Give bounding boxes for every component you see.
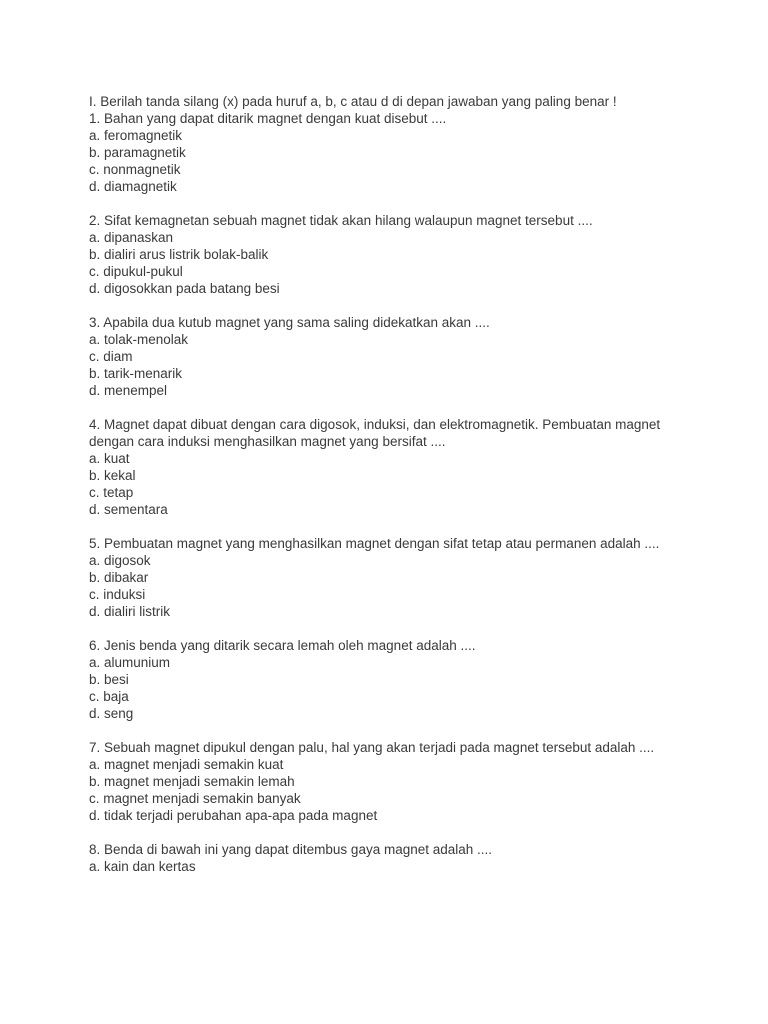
answer-option-d: d. dialiri listrik <box>89 604 171 619</box>
answer-option-a: a. magnet menjadi semakin kuat <box>89 757 284 772</box>
answer-option-a: a. kain dan kertas <box>89 859 196 874</box>
question-3 <box>89 314 689 399</box>
answer-option-a: a. alumunium <box>89 655 171 670</box>
answer-option-b: b. magnet menjadi semakin lemah <box>89 774 295 789</box>
question-2 <box>89 212 689 297</box>
answer-option-d: d. menempel <box>89 383 168 398</box>
answer-option-b: b. kekal <box>89 468 136 483</box>
question-1 <box>89 110 689 195</box>
answer-option-c: c. nonmagnetik <box>89 162 181 177</box>
question-4 <box>89 416 689 518</box>
question-prompt: 6. Jenis benda yang ditarik secara lemah oleh magnet adalah .... <box>89 638 476 653</box>
question-prompt: 2. Sifat kemagnetan sebuah magnet tidak akan hilang walaupun magnet tersebut .... <box>89 213 593 228</box>
answer-option-b: b. dialiri arus listrik bolak-balik <box>89 247 269 262</box>
answer-option-d: d. tidak terjadi perubahan apa-apa pada magnet <box>89 808 378 823</box>
answer-option-d: d. digosokkan pada batang besi <box>89 281 280 296</box>
question-prompt: 8. Benda di bawah ini yang dapat ditembus gaya magnet adalah .... <box>89 842 493 857</box>
document-page <box>89 93 689 875</box>
answer-option-b: b. besi <box>89 672 129 687</box>
question-7 <box>89 739 689 824</box>
answer-option-c: c. tetap <box>89 485 134 500</box>
question-5 <box>89 535 689 620</box>
answer-option-a: a. kuat <box>89 451 130 466</box>
answer-option-a: a. dipanaskan <box>89 230 174 245</box>
question-prompt: 1. Bahan yang dapat ditarik magnet dengan kuat disebut .... <box>89 111 447 126</box>
answer-option-c: c. dipukul-pukul <box>89 264 183 279</box>
question-6 <box>89 637 689 722</box>
answer-option-c: c. induksi <box>89 587 146 602</box>
answer-option-d: d. diamagnetik <box>89 179 177 194</box>
answer-option-c: c. diam <box>89 349 133 364</box>
answer-option-c: c. magnet menjadi semakin banyak <box>89 791 301 806</box>
question-prompt: 7. Sebuah magnet dipukul dengan palu, hal yang akan terjadi pada magnet tersebut adalah .... <box>89 740 655 755</box>
instruction-text: I. Berilah tanda silang (x) pada huruf a, b, c atau d di depan jawaban yang paling benar ! <box>89 94 617 109</box>
answer-option-a: a. digosok <box>89 553 151 568</box>
question-prompt: 3. Apabila dua kutub magnet yang sama saling didekatkan akan .... <box>89 315 490 330</box>
answer-option-b: b. paramagnetik <box>89 145 186 160</box>
answer-option-a: a. tolak-menolak <box>89 332 189 347</box>
answer-option-b: b. tarik-menarik <box>89 366 183 381</box>
question-prompt: 4. Magnet dapat dibuat dengan cara digosok, induksi, dan elektromagnetik. Pembuatan magnet dengan cara induksi menghasilkan magnet yang bersifat .... <box>89 417 661 449</box>
answer-option-a: a. feromagnetik <box>89 128 183 143</box>
answer-option-d: d. sementara <box>89 502 168 517</box>
answer-option-d: d. seng <box>89 706 134 721</box>
answer-option-b: b. dibakar <box>89 570 149 585</box>
question-8 <box>89 841 689 875</box>
answer-option-c: c. baja <box>89 689 129 704</box>
question-prompt: 5. Pembuatan magnet yang menghasilkan magnet dengan sifat tetap atau permanen adalah .... <box>89 536 660 551</box>
